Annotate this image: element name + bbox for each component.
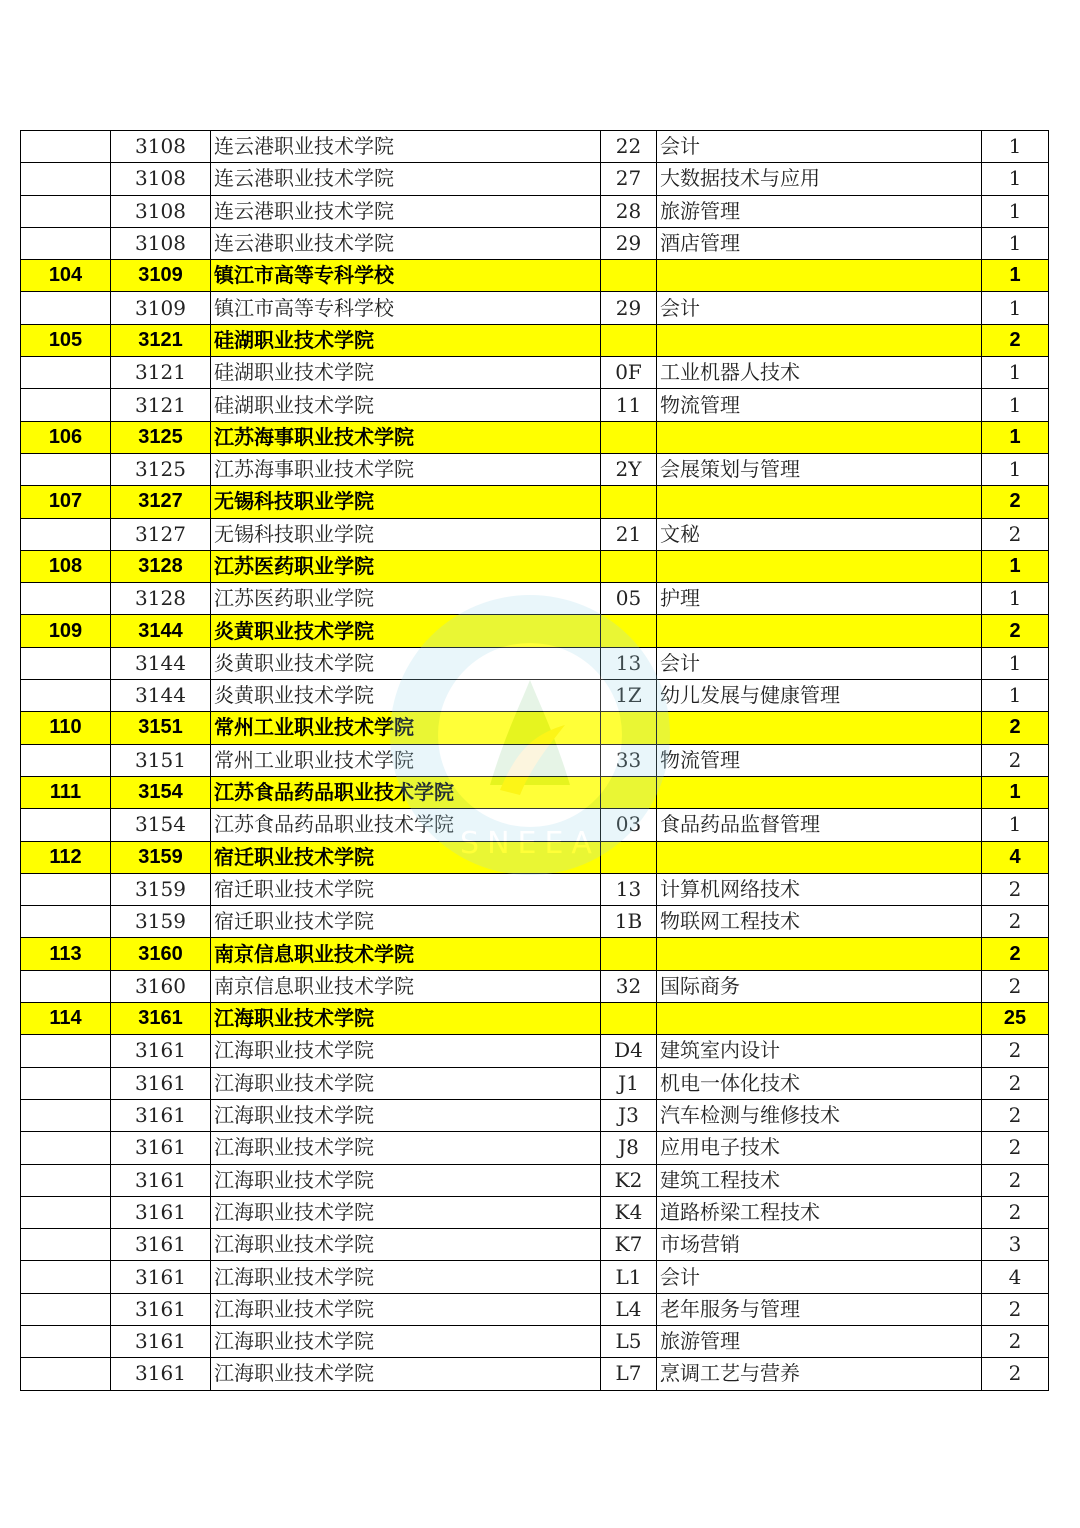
school-name-cell: 炎黄职业技术学院 [211, 680, 601, 712]
major-row [21, 906, 1049, 938]
school-code-cell: 3144 [111, 647, 211, 679]
major-code-cell [601, 712, 657, 744]
school-code-cell: 3128 [111, 583, 211, 615]
school-summary-row [21, 712, 1049, 744]
major-row [21, 680, 1049, 712]
major-code-cell: 1B [601, 906, 657, 938]
major-name-cell: 建筑室内设计 [657, 1035, 982, 1067]
major-name-cell: 工业机器人技术 [657, 357, 982, 389]
school-code-cell: 3161 [111, 1067, 211, 1099]
quota-cell: 1 [982, 357, 1049, 389]
major-name-cell [657, 550, 982, 582]
seq-cell: 112 [21, 841, 111, 873]
school-name-cell: 无锡科技职业学院 [211, 486, 601, 518]
seq-cell: 108 [21, 550, 111, 582]
school-summary-row [21, 1003, 1049, 1035]
major-code-cell: L7 [601, 1358, 657, 1390]
seq-cell: 111 [21, 776, 111, 808]
school-name-cell: 江海职业技术学院 [211, 1099, 601, 1131]
major-name-cell [657, 615, 982, 647]
quota-cell: 1 [982, 292, 1049, 324]
seq-cell [21, 809, 111, 841]
seq-cell [21, 1164, 111, 1196]
major-row [21, 453, 1049, 485]
school-name-cell: 炎黄职业技术学院 [211, 647, 601, 679]
major-row [21, 1325, 1049, 1357]
table-body [21, 131, 1049, 1391]
quota-cell: 2 [982, 1325, 1049, 1357]
major-code-cell [601, 938, 657, 970]
major-code-cell: 13 [601, 647, 657, 679]
school-code-cell: 3161 [111, 1099, 211, 1131]
quota-cell: 1 [982, 809, 1049, 841]
seq-cell [21, 906, 111, 938]
quota-cell: 1 [982, 260, 1049, 292]
school-name-cell: 南京信息职业技术学院 [211, 970, 601, 1002]
school-code-cell: 3161 [111, 1325, 211, 1357]
major-row [21, 195, 1049, 227]
major-row [21, 292, 1049, 324]
quota-cell: 1 [982, 163, 1049, 195]
quota-cell: 2 [982, 744, 1049, 776]
major-name-cell: 物联网工程技术 [657, 906, 982, 938]
major-row [21, 389, 1049, 421]
school-name-cell: 江海职业技术学院 [211, 1261, 601, 1293]
quota-cell: 2 [982, 1067, 1049, 1099]
school-name-cell: 江海职业技术学院 [211, 1132, 601, 1164]
school-name-cell: 江海职业技术学院 [211, 1196, 601, 1228]
school-code-cell: 3144 [111, 680, 211, 712]
major-name-cell [657, 841, 982, 873]
school-name-cell: 江苏海事职业技术学院 [211, 421, 601, 453]
school-summary-row [21, 550, 1049, 582]
major-code-cell [601, 486, 657, 518]
major-code-cell: J3 [601, 1099, 657, 1131]
major-name-cell: 会计 [657, 131, 982, 163]
school-summary-row [21, 421, 1049, 453]
school-summary-row [21, 938, 1049, 970]
major-name-cell: 会计 [657, 647, 982, 679]
seq-cell: 109 [21, 615, 111, 647]
school-code-cell: 3154 [111, 776, 211, 808]
school-summary-row [21, 615, 1049, 647]
major-code-cell: K4 [601, 1196, 657, 1228]
major-name-cell: 幼儿发展与健康管理 [657, 680, 982, 712]
major-name-cell [657, 938, 982, 970]
school-name-cell: 江海职业技术学院 [211, 1067, 601, 1099]
major-name-cell [657, 1003, 982, 1035]
major-name-cell: 会计 [657, 1261, 982, 1293]
major-code-cell: L5 [601, 1325, 657, 1357]
major-name-cell: 食品药品监督管理 [657, 809, 982, 841]
major-code-cell: 29 [601, 292, 657, 324]
major-name-cell: 物流管理 [657, 744, 982, 776]
school-code-cell: 3125 [111, 453, 211, 485]
school-code-cell: 3144 [111, 615, 211, 647]
seq-cell [21, 1132, 111, 1164]
school-code-cell: 3127 [111, 486, 211, 518]
major-row [21, 163, 1049, 195]
major-name-cell: 机电一体化技术 [657, 1067, 982, 1099]
quota-cell: 2 [982, 518, 1049, 550]
quota-cell: 1 [982, 421, 1049, 453]
major-name-cell: 道路桥梁工程技术 [657, 1196, 982, 1228]
quota-cell: 1 [982, 131, 1049, 163]
quota-cell: 2 [982, 1164, 1049, 1196]
major-code-cell: 29 [601, 227, 657, 259]
major-name-cell: 会计 [657, 292, 982, 324]
major-code-cell: 27 [601, 163, 657, 195]
watermark-text: SNEEA [460, 826, 600, 861]
school-code-cell: 3161 [111, 1261, 211, 1293]
school-code-cell: 3109 [111, 260, 211, 292]
seq-cell [21, 453, 111, 485]
major-code-cell: 1Z [601, 680, 657, 712]
quota-cell: 2 [982, 1293, 1049, 1325]
school-name-cell: 江海职业技术学院 [211, 1325, 601, 1357]
quota-cell: 1 [982, 583, 1049, 615]
major-code-cell [601, 615, 657, 647]
major-name-cell: 物流管理 [657, 389, 982, 421]
quota-cell: 4 [982, 1261, 1049, 1293]
seq-cell [21, 1358, 111, 1390]
school-code-cell: 3161 [111, 1035, 211, 1067]
school-summary-row [21, 486, 1049, 518]
school-code-cell: 3108 [111, 195, 211, 227]
school-summary-row [21, 260, 1049, 292]
major-row [21, 647, 1049, 679]
seq-cell [21, 357, 111, 389]
quota-cell: 2 [982, 873, 1049, 905]
major-row [21, 1035, 1049, 1067]
major-row [21, 1099, 1049, 1131]
school-name-cell: 江苏海事职业技术学院 [211, 453, 601, 485]
quota-cell: 1 [982, 776, 1049, 808]
major-row [21, 873, 1049, 905]
school-name-cell: 常州工业职业技术学院 [211, 712, 601, 744]
school-code-cell: 3159 [111, 873, 211, 905]
school-summary-row [21, 324, 1049, 356]
major-row [21, 744, 1049, 776]
major-name-cell: 旅游管理 [657, 195, 982, 227]
major-code-cell: D4 [601, 1035, 657, 1067]
school-code-cell: 3161 [111, 1358, 211, 1390]
school-code-cell: 3154 [111, 809, 211, 841]
major-name-cell: 市场营销 [657, 1229, 982, 1261]
quota-cell: 2 [982, 938, 1049, 970]
school-name-cell: 宿迁职业技术学院 [211, 873, 601, 905]
major-row [21, 809, 1049, 841]
seq-cell [21, 1261, 111, 1293]
school-name-cell: 硅湖职业技术学院 [211, 357, 601, 389]
school-code-cell: 3161 [111, 1132, 211, 1164]
major-code-cell [601, 260, 657, 292]
major-code-cell [601, 841, 657, 873]
major-code-cell: 22 [601, 131, 657, 163]
seq-cell [21, 970, 111, 1002]
quota-cell: 2 [982, 1035, 1049, 1067]
major-row [21, 1261, 1049, 1293]
major-name-cell: 老年服务与管理 [657, 1293, 982, 1325]
major-name-cell: 旅游管理 [657, 1325, 982, 1357]
quota-cell: 2 [982, 486, 1049, 518]
school-name-cell: 宿迁职业技术学院 [211, 906, 601, 938]
major-name-cell: 应用电子技术 [657, 1132, 982, 1164]
major-code-cell: K2 [601, 1164, 657, 1196]
school-name-cell: 江海职业技术学院 [211, 1164, 601, 1196]
school-code-cell: 3160 [111, 970, 211, 1002]
major-code-cell: 21 [601, 518, 657, 550]
major-name-cell: 烹调工艺与营养 [657, 1358, 982, 1390]
major-name-cell: 护理 [657, 583, 982, 615]
quota-cell: 1 [982, 647, 1049, 679]
major-code-cell: 11 [601, 389, 657, 421]
seq-cell: 107 [21, 486, 111, 518]
seq-cell: 106 [21, 421, 111, 453]
major-row [21, 1358, 1049, 1390]
seq-cell [21, 647, 111, 679]
seq-cell [21, 1325, 111, 1357]
school-code-cell: 3108 [111, 227, 211, 259]
school-name-cell: 连云港职业技术学院 [211, 131, 601, 163]
quota-cell: 4 [982, 841, 1049, 873]
school-code-cell: 3161 [111, 1003, 211, 1035]
major-row [21, 1132, 1049, 1164]
major-code-cell [601, 550, 657, 582]
major-code-cell: K7 [601, 1229, 657, 1261]
school-name-cell: 炎黄职业技术学院 [211, 615, 601, 647]
quota-cell: 1 [982, 680, 1049, 712]
major-name-cell [657, 324, 982, 356]
school-code-cell: 3161 [111, 1293, 211, 1325]
school-code-cell: 3161 [111, 1229, 211, 1261]
major-row [21, 518, 1049, 550]
quota-cell: 1 [982, 550, 1049, 582]
school-name-cell: 连云港职业技术学院 [211, 227, 601, 259]
major-name-cell: 汽车检测与维修技术 [657, 1099, 982, 1131]
quota-cell: 2 [982, 712, 1049, 744]
school-code-cell: 3127 [111, 518, 211, 550]
admission-quota-sheet [20, 130, 1048, 1391]
major-code-cell: 2Y [601, 453, 657, 485]
quota-cell: 1 [982, 195, 1049, 227]
major-name-cell [657, 776, 982, 808]
quota-cell: 2 [982, 1132, 1049, 1164]
school-name-cell: 江苏医药职业学院 [211, 550, 601, 582]
school-code-cell: 3121 [111, 324, 211, 356]
major-row [21, 970, 1049, 1002]
major-name-cell [657, 486, 982, 518]
school-code-cell: 3121 [111, 357, 211, 389]
school-code-cell: 3108 [111, 163, 211, 195]
school-name-cell: 江苏食品药品职业技术学院 [211, 809, 601, 841]
seq-cell [21, 131, 111, 163]
major-code-cell [601, 776, 657, 808]
seq-cell [21, 1293, 111, 1325]
seq-cell [21, 195, 111, 227]
major-code-cell [601, 421, 657, 453]
school-code-cell: 3125 [111, 421, 211, 453]
major-code-cell [601, 324, 657, 356]
major-code-cell: 03 [601, 809, 657, 841]
admission-quota-table [20, 130, 1049, 1391]
quota-cell: 2 [982, 615, 1049, 647]
major-name-cell [657, 421, 982, 453]
seq-cell [21, 744, 111, 776]
school-name-cell: 江苏食品药品职业技术学院 [211, 776, 601, 808]
major-code-cell: 32 [601, 970, 657, 1002]
major-row [21, 583, 1049, 615]
major-name-cell [657, 712, 982, 744]
seq-cell [21, 1067, 111, 1099]
school-code-cell: 3128 [111, 550, 211, 582]
school-name-cell: 无锡科技职业学院 [211, 518, 601, 550]
school-code-cell: 3151 [111, 712, 211, 744]
major-row [21, 1229, 1049, 1261]
major-row [21, 1196, 1049, 1228]
school-name-cell: 江海职业技术学院 [211, 1229, 601, 1261]
school-code-cell: 3121 [111, 389, 211, 421]
school-name-cell: 宿迁职业技术学院 [211, 841, 601, 873]
school-name-cell: 江海职业技术学院 [211, 1293, 601, 1325]
school-summary-row [21, 776, 1049, 808]
seq-cell [21, 227, 111, 259]
seq-cell [21, 583, 111, 615]
school-code-cell: 3161 [111, 1164, 211, 1196]
seq-cell: 104 [21, 260, 111, 292]
seq-cell: 105 [21, 324, 111, 356]
school-name-cell: 江苏医药职业学院 [211, 583, 601, 615]
school-name-cell: 江海职业技术学院 [211, 1035, 601, 1067]
school-code-cell: 3109 [111, 292, 211, 324]
quota-cell: 3 [982, 1229, 1049, 1261]
school-code-cell: 3108 [111, 131, 211, 163]
major-row [21, 357, 1049, 389]
major-name-cell: 会展策划与管理 [657, 453, 982, 485]
quota-cell: 2 [982, 906, 1049, 938]
major-code-cell: 13 [601, 873, 657, 905]
school-code-cell: 3161 [111, 1196, 211, 1228]
major-name-cell: 国际商务 [657, 970, 982, 1002]
major-row [21, 1164, 1049, 1196]
school-name-cell: 江海职业技术学院 [211, 1003, 601, 1035]
quota-cell: 2 [982, 1099, 1049, 1131]
major-row [21, 131, 1049, 163]
seq-cell [21, 292, 111, 324]
major-code-cell [601, 1003, 657, 1035]
major-name-cell: 大数据技术与应用 [657, 163, 982, 195]
major-code-cell: 05 [601, 583, 657, 615]
school-code-cell: 3159 [111, 906, 211, 938]
seq-cell [21, 1229, 111, 1261]
major-code-cell: 0F [601, 357, 657, 389]
major-code-cell: L4 [601, 1293, 657, 1325]
school-name-cell: 江海职业技术学院 [211, 1358, 601, 1390]
seq-cell [21, 1196, 111, 1228]
quota-cell: 2 [982, 1196, 1049, 1228]
school-name-cell: 硅湖职业技术学院 [211, 389, 601, 421]
seq-cell [21, 518, 111, 550]
major-name-cell: 酒店管理 [657, 227, 982, 259]
major-name-cell: 建筑工程技术 [657, 1164, 982, 1196]
school-code-cell: 3151 [111, 744, 211, 776]
major-name-cell: 文秘 [657, 518, 982, 550]
major-row [21, 227, 1049, 259]
school-code-cell: 3159 [111, 841, 211, 873]
school-name-cell: 镇江市高等专科学校 [211, 292, 601, 324]
school-name-cell: 硅湖职业技术学院 [211, 324, 601, 356]
school-name-cell: 连云港职业技术学院 [211, 195, 601, 227]
school-summary-row [21, 841, 1049, 873]
quota-cell: 25 [982, 1003, 1049, 1035]
quota-cell: 2 [982, 970, 1049, 1002]
school-name-cell: 常州工业职业技术学院 [211, 744, 601, 776]
quota-cell: 1 [982, 227, 1049, 259]
major-row [21, 1293, 1049, 1325]
major-code-cell: J8 [601, 1132, 657, 1164]
major-name-cell: 计算机网络技术 [657, 873, 982, 905]
quota-cell: 2 [982, 1358, 1049, 1390]
seq-cell: 113 [21, 938, 111, 970]
major-code-cell: 33 [601, 744, 657, 776]
school-code-cell: 3160 [111, 938, 211, 970]
school-name-cell: 连云港职业技术学院 [211, 163, 601, 195]
major-code-cell: L1 [601, 1261, 657, 1293]
major-code-cell: J1 [601, 1067, 657, 1099]
seq-cell [21, 1099, 111, 1131]
seq-cell: 114 [21, 1003, 111, 1035]
major-row [21, 1067, 1049, 1099]
seq-cell [21, 389, 111, 421]
school-name-cell: 镇江市高等专科学校 [211, 260, 601, 292]
major-name-cell [657, 260, 982, 292]
school-name-cell: 南京信息职业技术学院 [211, 938, 601, 970]
seq-cell [21, 1035, 111, 1067]
quota-cell: 1 [982, 453, 1049, 485]
seq-cell [21, 873, 111, 905]
seq-cell [21, 163, 111, 195]
major-code-cell: 28 [601, 195, 657, 227]
seq-cell [21, 680, 111, 712]
seq-cell: 110 [21, 712, 111, 744]
quota-cell: 1 [982, 389, 1049, 421]
quota-cell: 2 [982, 324, 1049, 356]
